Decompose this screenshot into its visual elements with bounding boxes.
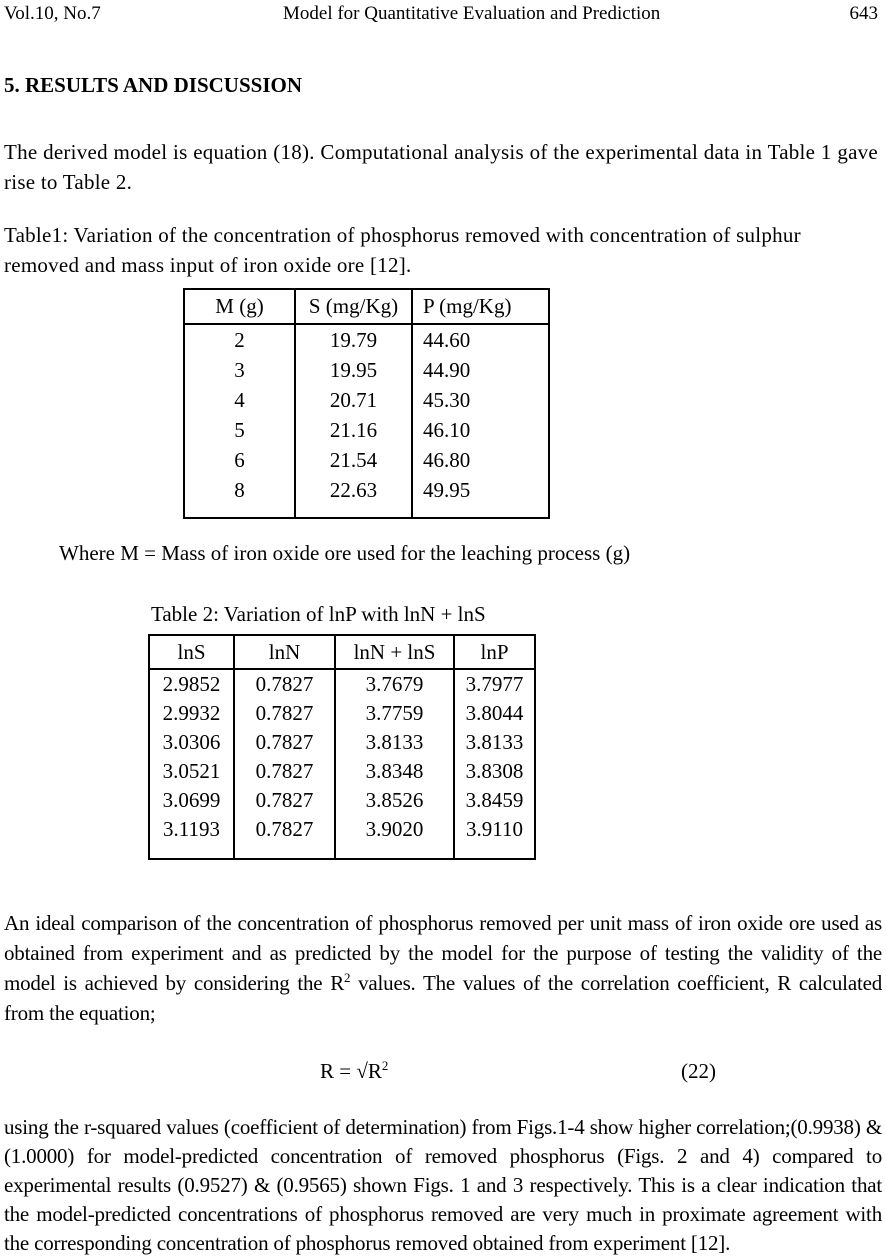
table-row: [184, 385, 549, 415]
table-cell: 3.8526: [335, 786, 454, 815]
table2-col-header-lnn: lnN: [234, 635, 335, 669]
table-cell: 49.95: [412, 475, 549, 518]
table-cell: 6: [184, 445, 295, 475]
running-title: Model for Quantitative Evaluation and Prediction: [283, 3, 661, 24]
table-row: [184, 355, 549, 385]
paragraph-intro: The derived model is equation (18). Computational analysis of the experimental data in Table 1 gave rise to Table 2.: [4, 140, 878, 194]
table-cell: 3.8459: [454, 786, 535, 815]
table-cell: 3.0521: [149, 757, 234, 786]
table-cell: 46.80: [412, 445, 549, 475]
table-row: [149, 757, 535, 786]
journal-issue: Vol.10, No.7: [4, 3, 101, 24]
page-number: 643: [849, 3, 878, 24]
table-cell: 0.7827: [234, 728, 335, 757]
table-cell: 21.54: [295, 445, 412, 475]
table-cell: 0.7827: [234, 757, 335, 786]
table-cell: 3.7679: [335, 669, 454, 699]
table-cell: 3.8133: [454, 728, 535, 757]
table2-caption: Table 2: Variation of lnP with lnN + lnS: [151, 602, 486, 626]
table1-col-header-s: S (mg/Kg): [295, 289, 412, 324]
equation-22: [0, 1056, 886, 1086]
running-header: [0, 0, 886, 28]
table-row: [149, 728, 535, 757]
table-cell: 22.63: [295, 475, 412, 518]
table-cell: 3.7977: [454, 669, 535, 699]
table1: [183, 288, 550, 519]
table2-col-header-lns: lnS: [149, 635, 234, 669]
table-cell: 46.10: [412, 415, 549, 445]
table2: [148, 634, 536, 860]
table-cell: 3.7759: [335, 699, 454, 728]
table-row: [184, 475, 549, 518]
table-cell: 19.79: [295, 324, 412, 355]
section-heading: 5. RESULTS AND DISCUSSION: [4, 73, 302, 97]
table1-footnote: Where M = Mass of iron oxide ore used for the leaching process (g): [59, 541, 631, 565]
table-cell: 3.8348: [335, 757, 454, 786]
table-cell: 5: [184, 415, 295, 445]
table-cell: 3.0306: [149, 728, 234, 757]
table-cell: 2: [184, 324, 295, 355]
equation-expression: [320, 1056, 388, 1086]
table-cell: 0.7827: [234, 786, 335, 815]
table-cell: 44.60: [412, 324, 549, 355]
table-row: [149, 699, 535, 728]
paragraph-comparison-text: values. The values of the correlation coefficient, R calculated from the equation;: [4, 971, 882, 1025]
table-cell: 3.9020: [335, 815, 454, 859]
equation-body: R = √R: [320, 1059, 382, 1083]
table1-col-header-p: P (mg/Kg): [412, 289, 549, 324]
table-cell: 21.16: [295, 415, 412, 445]
table2-col-header-lnp: lnP: [454, 635, 535, 669]
table-cell: 3.8308: [454, 757, 535, 786]
table-row: [184, 324, 549, 355]
table-cell: 3.8133: [335, 728, 454, 757]
table-cell: 3.1193: [149, 815, 234, 859]
table-cell: 3: [184, 355, 295, 385]
table2-header-row: [149, 635, 535, 669]
table-row: [149, 669, 535, 699]
table-row: [184, 445, 549, 475]
table-cell: 0.7827: [234, 669, 335, 699]
table-cell: 19.95: [295, 355, 412, 385]
table-cell: 0.7827: [234, 699, 335, 728]
table-row: [184, 415, 549, 445]
table-cell: 2.9932: [149, 699, 234, 728]
table-cell: 3.8044: [454, 699, 535, 728]
paragraph-comparison-text: An ideal comparison of the concentration of phosphorus removed per unit mass of iron oxide ore used as obtained from experiment and as predicted by the model for the purpose of testing the validity of the model is achieved by considering the R: [4, 911, 882, 995]
table-cell: 44.90: [412, 355, 549, 385]
table1-caption: Table1: Variation of the concentration of phosphorus removed with concentration of sulphur removed and mass input of iron oxide ore [12].: [4, 223, 801, 277]
table-cell: 20.71: [295, 385, 412, 415]
table1-col-header-m: M (g): [184, 289, 295, 324]
equation-number: (22): [681, 1059, 716, 1083]
table-cell: 3.0699: [149, 786, 234, 815]
table2-col-header-lnnlns: lnN + lnS: [335, 635, 454, 669]
table-cell: 4: [184, 385, 295, 415]
table1-header-row: [184, 289, 549, 324]
table-cell: 3.9110: [454, 815, 535, 859]
equation-superscript: 2: [381, 1058, 389, 1073]
table-cell: 0.7827: [234, 815, 335, 859]
table-row: [149, 815, 535, 859]
table-row: [149, 786, 535, 815]
table-cell: 2.9852: [149, 669, 234, 699]
paragraph-comparison: [4, 908, 882, 1028]
r-squared-superscript: 2: [344, 970, 351, 985]
table-cell: 45.30: [412, 385, 549, 415]
paragraph-conclusion: using the r-squared values (coefficient of determination) from Figs.1-4 show higher correlation;(0.9938) & (1.0000) for model-predicted concentration of removed phosphorus (Figs. 2 and 4) compared to experimental results (0.9527) & (0.9565) shown Figs. 1 and 3 respectively. This is a clear indication that the model-predicted concentrations of phosphorus removed are very much in proximate agreement with the corresponding concentration of phosphorus removed obtained from experiment [12].: [4, 1115, 882, 1255]
table-cell: 8: [184, 475, 295, 518]
